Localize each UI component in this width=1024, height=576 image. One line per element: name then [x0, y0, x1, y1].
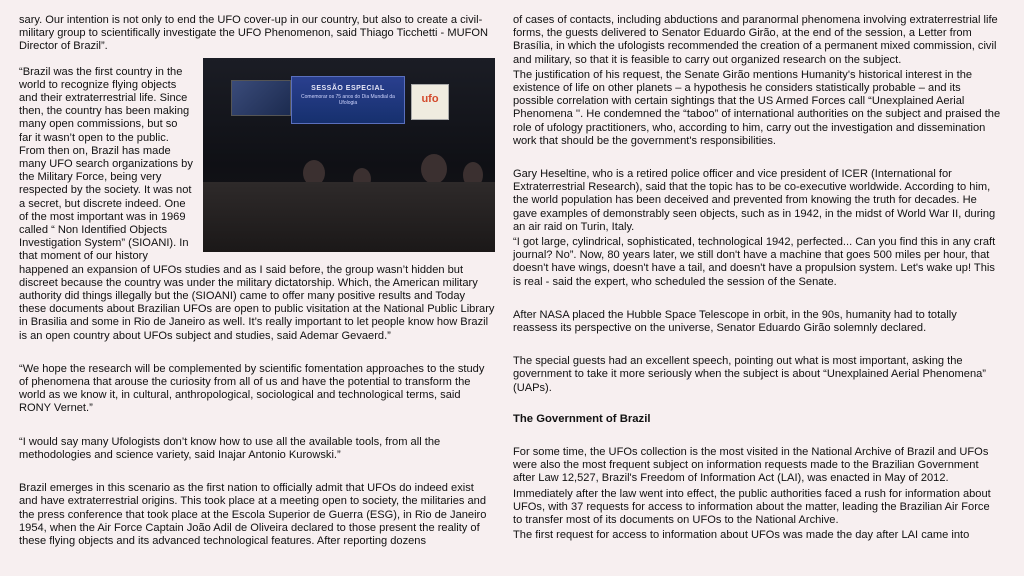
screen-subtitle: Comemorar os 75 anos do Dia Mundial da Ufologia — [301, 93, 395, 106]
left-column — [19, 14, 495, 548]
senate-session-photo — [203, 58, 495, 252]
paragraph: After NASA placed the Hubble Space Telescope in orbit, in the 90s, humanity had to totally reassess its perspective on the universe, Senator Eduardo Girão solemnly declared. — [513, 308, 957, 335]
section-heading: The Government of Brazil — [513, 412, 651, 425]
paragraph: Brazil emerges in this scenario as the first nation to officially admit that UFOs do indeed exist and have extraterrestrial origins. This took place at a meeting open to society, the militaries and the press conference that took place at the Escola Superior de Guerra (ESG), in Rio de Janeiro 1954, when the Air Force Captain João Adil de Oliveira declared to those present the reality of these flying objects and its advanced technological features. After reporting dozens — [19, 482, 487, 547]
paragraph: Immediately after the law went into effect, the public authorities faced a rush for information about UFOs, with 37 requests for access to information about the matter, leading the Brazilian Air Force to transfer most of its documents on UFOs to the National Archive. — [513, 487, 991, 527]
paragraph: The first request for access to information about UFOs was made the day after LAI came into — [513, 529, 970, 542]
paragraph: sary. Our intention is not only to end the UFO cover-up in our country, but also to create a civil-military group to scientifically investigate the UFO Phenomenon, said Thiago Ticchetti - MUFON Director of Brazil”. — [19, 14, 489, 53]
paragraph: For some time, the UFOs collection is the most visited in the National Archive of Brazil and UFOs were also the most frequent subject on information requests made to the Brazilian Government after Law 12,527, Brazil's Freedom of Information Act (LAI), was enacted in May of 2012. — [513, 446, 989, 485]
attendee-silhouette — [421, 154, 447, 184]
paragraph: “I would say many Ufologists don’t know how to use all the available tools, from all the methodologies and science variety, said Inajar Antonio Kurowski.” — [19, 435, 441, 461]
paragraph: “We hope the research will be complemented by scientific fomentation approaches to the study of phenomena that arouse the curiosity from all of us and have the potential to transform the world as we know it, in cultural, anthropological, sociological and technological terms, said RONY Vernet.” — [19, 362, 485, 415]
paragraph: “I got large, cylindrical, sophisticated, technological 1942, perfected... Can you find this in any craft journal? No”. Now, 80 years later, we still don't have a machine that goes 500 miles per hour, that doesn't have wings, doesn't have a tail, and doesn't have a propulsion system. Let's wake up! This is real - said the expert, who scheduled the session of the Senate. — [513, 236, 996, 288]
paragraph: Gary Heseltine, who is a retired police officer and vice president of ICER (International for Extraterrestrial Research), said that the topic has to be co-executive worldwide. According to him, the world population has been deceived and prevented from knowing the truth for decades. He gave examples of demonstrably seen objects, such as in 1942, in the midst of World War II, during an air raid on Turin, Italy. — [513, 168, 996, 233]
paragraph: The justification of his request, the Senate Girão mentions Humanity's historical interest in the existence of life on other planets – a hypothesis he considers statistically probable – and its possible correlation with certain sightings that the US Armed Forces call “Unexplained Aerial Phenomena ''. He condemned the “taboo” of international authorities on the subject and praised the role of ufology practitioners, who, according to him, carry out the investigation and dissemination work that should be the government's responsibilities. — [513, 68, 1001, 147]
right-column — [513, 14, 1001, 543]
paragraph: of cases of contacts, including abductions and paranormal phenomena involving extraterrestrial life forms, the guests delivered to Senator Eduardo Girão, at the end of the session, a Letter from Brasília, in which the ufologists recommended the creation of a permanent mixed commission, civil and military, so that it is feasible to carry out organized research on the subject. — [513, 14, 998, 66]
screen-title: SESSÃO ESPECIAL — [311, 84, 385, 92]
ufo-logo-screen — [411, 84, 449, 120]
paragraph: The special guests had an excellent speech, pointing out what is most important, asking the government to take it more seriously when the subject is about “Unexplained Aerial Phenomena” (UAPs). — [513, 355, 986, 394]
session-screen — [291, 76, 405, 124]
video-screen — [231, 80, 291, 116]
ufo-logo: ufo — [421, 92, 439, 105]
paragraph: “Brazil was the first country in the world to recognize flying objects and their extraterrestrial life. Since then, the country has been making many open commissions, but so far it wasn’t open to the public. From then on, Brazil has made many UFO search organizations by the Military Force, being very respected by the society. It was not a secret, but discrete indeed. One of the most important was in 1969 called “ Non Identified Objects Investigation System” (SIOANI). In that moment of our history happened an expansion of UFOs studies and as I said before, the group wasn’t hidden but discreet because the country was under the military dictatorship. Which, the American military authority did things illegally but the (SIOANI) came to offer many positive results and Today these documents about Brazilian UFOs are open to public visitation at the National Public Library in Brasilia and some in Rio de Janeiro as well. It’s really important to let people know how Brazil is an open country about UFOs subject and studies, said Ademar Gevaerd.” — [19, 65, 495, 342]
senate-desks — [203, 182, 495, 252]
